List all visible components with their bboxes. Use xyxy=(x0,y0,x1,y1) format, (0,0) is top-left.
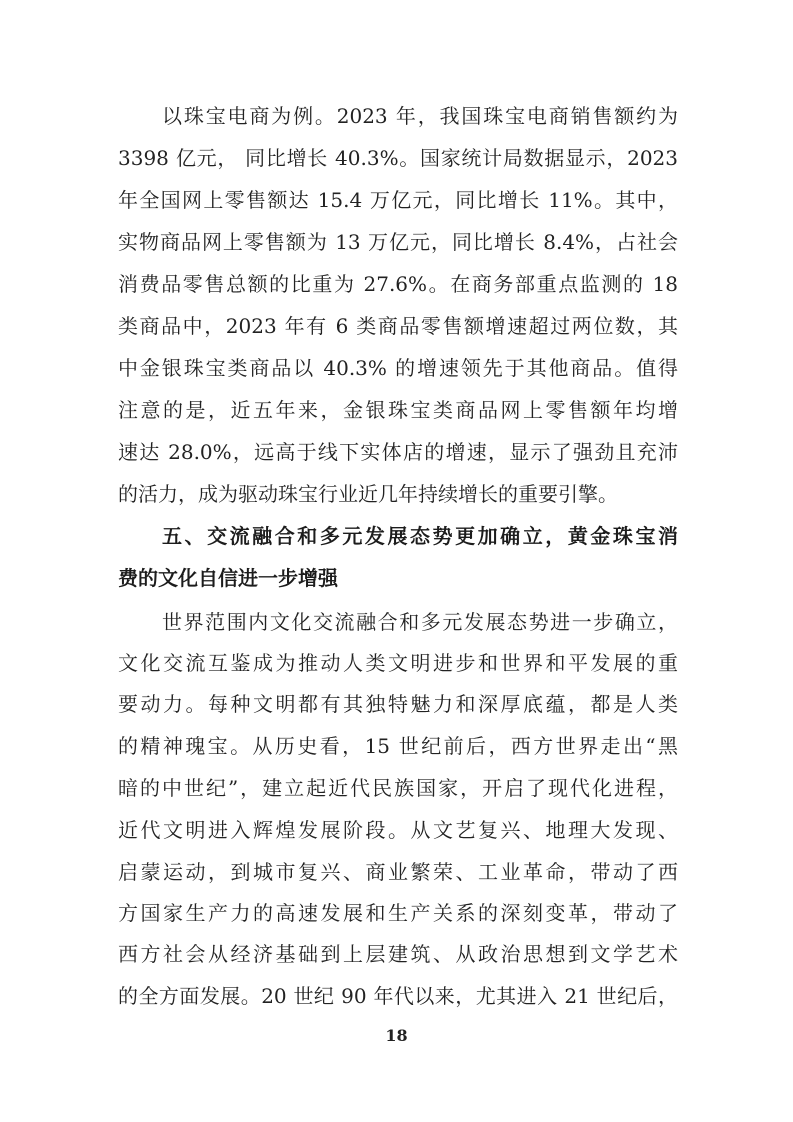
paragraph-1-line-5: 消费品零售总额的比重为 27.6%。在商务部重点监测的 18 xyxy=(118,272,678,296)
paragraph-2-line-7: 启蒙运动，到城市复兴、商业繁荣、工业革命，带动了西 xyxy=(118,860,678,884)
paragraph-1-line-10: 的活力，成为驱动珠宝行业近几年持续增长的重要引擎。 xyxy=(118,482,618,506)
section-heading-line-2: 费的文化自信进一步增强 xyxy=(118,566,338,590)
paragraph-2-line-2: 文化交流互鉴成为推动人类文明进步和世界和平发展的重 xyxy=(118,651,678,675)
paragraph-2-line-5: 暗的中世纪”，建立起近代民族国家，开启了现代化进程， xyxy=(118,776,678,800)
paragraph-2-line-6: 近代文明进入辉煌发展阶段。从文艺复兴、地理大发现、 xyxy=(118,818,678,842)
paragraph-2-line-4: 的精神瑰宝。从历史看，15 世纪前后，西方世界走出“黑 xyxy=(118,734,678,758)
paragraph-2-line-9: 西方社会从经济基础到上层建筑、从政治思想到文学艺术 xyxy=(118,942,678,966)
page-number: 18 xyxy=(385,1026,408,1045)
paragraph-2-line-3: 要动力。每种文明都有其独特魅力和深厚底蕴，都是人类 xyxy=(118,692,678,716)
paragraph-1-line-3: 年全国网上零售额达 15.4 万亿元，同比增长 11%。其中， xyxy=(118,188,678,212)
paragraph-2-line-10: 的全方面发展。20 世纪 90 年代以来，尤其进入 21 世纪后， xyxy=(118,984,678,1008)
paragraph-1-line-9: 速达 28.0%，远高于线下实体店的增速，显示了强劲且充沛 xyxy=(118,440,678,464)
paragraph-1-line-8: 注意的是，近五年来，金银珠宝类商品网上零售额年均增 xyxy=(118,398,678,422)
paragraph-1-line-6: 类商品中，2023 年有 6 类商品零售额增速超过两位数，其 xyxy=(118,314,678,338)
paragraph-2-line-8: 方国家生产力的高速发展和生产关系的深刻变革，带动了 xyxy=(118,901,678,925)
paragraph-2-line-1: 世界范围内文化交流融合和多元发展态势进一步确立， xyxy=(162,610,678,634)
paragraph-1-line-4: 实物商品网上零售额为 13 万亿元，同比增长 8.4%，占社会 xyxy=(118,230,678,254)
paragraph-1-line-2: 3398 亿元， 同比增长 40.3%。国家统计局数据显示，2023 xyxy=(118,146,678,170)
section-heading-line-1: 五、交流融合和多元发展态势更加确立，黄金珠宝消 xyxy=(162,524,678,548)
paragraph-1-line-7: 中金银珠宝类商品以 40.3% 的增速领先于其他商品。值得 xyxy=(118,356,678,380)
paragraph-1-line-1: 以珠宝电商为例。2023 年，我国珠宝电商销售额约为 xyxy=(162,104,678,128)
